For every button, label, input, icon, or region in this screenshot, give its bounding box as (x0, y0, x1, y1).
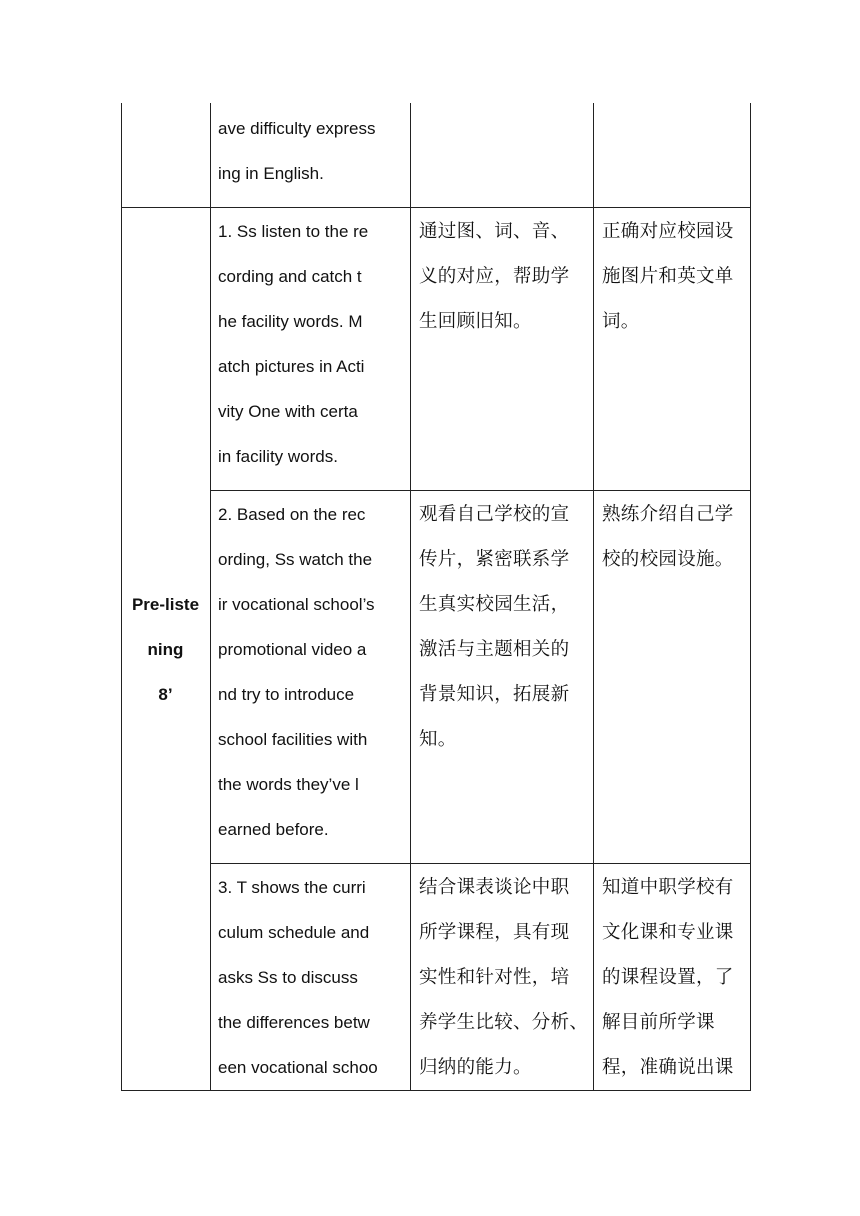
text-line: 词。 (602, 311, 640, 332)
text-line: atch pictures in Acti (218, 357, 365, 376)
text-line: een vocational schoo (218, 1058, 378, 1077)
text-line: ave difficulty express (218, 119, 376, 138)
purpose-cell-1 (419, 209, 589, 344)
text-line: 所学课程，具有现 (419, 922, 570, 943)
text-line: 的课程设置，了 (602, 967, 734, 988)
text-line: 归纳的能力。 (419, 1057, 532, 1078)
text-line: 正确对应校园设 (602, 221, 734, 242)
text-line: 传片，紧密联系学 (419, 549, 570, 570)
text-line: ording, Ss watch the (218, 550, 373, 569)
text-line: 义的对应，帮助学 (419, 266, 570, 287)
text-line: ing in English. (218, 164, 324, 183)
text-line: earned before. (218, 820, 329, 839)
outcome-cell-1 (602, 209, 748, 344)
text-line: 文化课和专业课 (602, 922, 734, 943)
stage-label: Pre-liste (131, 595, 200, 614)
text-line: 程，准确说出课 (602, 1057, 734, 1078)
column-divider-1 (210, 103, 211, 1091)
text-line: 施图片和英文单 (602, 266, 734, 287)
text-line: 解目前所学课 (602, 1012, 715, 1033)
text-line: promotional video a (218, 640, 367, 659)
outcome-cell-2 (602, 492, 748, 582)
row-divider-2 (210, 863, 751, 864)
text-line: 激活与主题相关的 (419, 639, 570, 660)
text-line: ir vocational school’s (218, 595, 375, 614)
stage-cell (121, 582, 210, 717)
top-row-activity-cell (218, 106, 402, 196)
column-divider-3 (593, 103, 594, 1091)
text-line: 熟练介绍自己学 (602, 504, 734, 525)
text-line: cording and catch t (218, 267, 362, 286)
table-border-right (750, 103, 751, 1091)
text-line: 知。 (419, 729, 457, 750)
activity-cell-2 (218, 492, 402, 852)
text-line: 观看自己学校的宣 (419, 504, 570, 525)
text-line: 1. Ss listen to the re (218, 222, 369, 241)
text-line: 实性和针对性，培 (419, 967, 570, 988)
text-line: the words they’ve l (218, 775, 359, 794)
row-divider-top (121, 207, 751, 208)
text-line: 知道中职学校有 (602, 877, 734, 898)
table-border-bottom (121, 1090, 751, 1091)
text-line: 通过图、词、音、 (419, 221, 570, 242)
text-line: he facility words. M (218, 312, 363, 331)
text-line: the differences betw (218, 1013, 370, 1032)
text-line: 生回顾旧知。 (419, 311, 532, 332)
stage-duration: 8’ (158, 685, 173, 704)
stage-label: ning (147, 640, 184, 659)
row-divider-1 (210, 490, 751, 491)
purpose-cell-3 (419, 865, 591, 1090)
text-line: 生真实校园生活， (419, 594, 570, 615)
text-line: 背景知识，拓展新 (419, 684, 570, 705)
text-line: 校的校园设施。 (602, 549, 734, 570)
text-line: asks Ss to discuss (218, 968, 358, 987)
text-line: 2. Based on the rec (218, 505, 366, 524)
purpose-cell-2 (419, 492, 589, 762)
text-line: 养学生比较、分析、 (419, 1012, 589, 1033)
text-line: 结合课表谈论中职 (419, 877, 570, 898)
text-line: 3. T shows the curri (218, 878, 366, 897)
text-line: culum schedule and (218, 923, 370, 942)
activity-cell-3 (218, 865, 402, 1090)
activity-cell-1 (218, 209, 402, 479)
text-line: in facility words. (218, 447, 338, 466)
text-line: vity One with certa (218, 402, 358, 421)
outcome-cell-3 (602, 865, 748, 1090)
text-line: nd try to introduce (218, 685, 355, 704)
text-line: school facilities with (218, 730, 368, 749)
column-divider-2 (410, 103, 411, 1091)
